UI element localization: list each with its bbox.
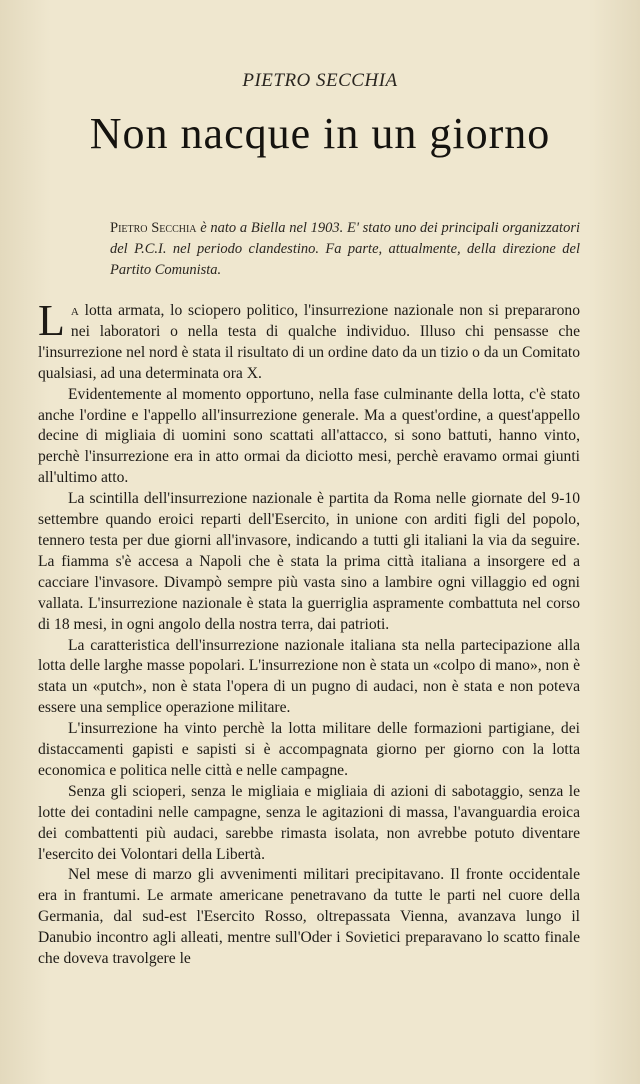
intro-author-name: Pietro Secchia: [110, 220, 197, 236]
paragraph-5: L'insurrezione ha vinto perchè la lotta militare delle formazioni partigiane, dei distaccamenti gapisti e sapisti si è accompagnata giorno per giorno con la lotta economica e politica nelle città e nelle campagne.: [38, 720, 580, 779]
paragraph-2: Evidentemente al momento opportuno, nella fase culminante della lotta, c'è stato anche l'ordine e l'appello all'insurrezione generale. Ma a quest'ordine, a quest'appello decine di migliaia di uomini sono scattati all'attacco, si sono battuti, hanno vinto, perchè l'insurrezione era in atto ormai da diciotto mesi, perchè eravamo ormai giunti all'ultimo atto.: [38, 385, 580, 487]
author-intro: [110, 218, 580, 281]
paragraph-4: La caratteristica dell'insurrezione nazionale italiana sta nella partecipazione alla lotta delle larghe masse popolari. L'insurrezione non è stata un «colpo di mano», non è stata un «putch», non è stata l'opera di un pugno di audaci, non è stata e non poteva essere una semplice operazione militare.: [38, 636, 580, 717]
article-body: [38, 296, 581, 970]
paragraph-7: Nel mese di marzo gli avvenimenti militari precipitavano. Il fronte occidentale era in frantumi. Le armate americane penetravano da tutte le parti nel cuore della Germania, dal sud-est l'Esercito Rosso, oltrepassata Vienna, avanzava lungo il Danubio incontro agli alleati, mentre sull'Oder i Sovietici preparavano lo scatto finale che doveva travolgere le: [38, 866, 580, 968]
paragraph-3: La scintilla dell'insurrezione nazionale è partita da Roma nelle giornate del 9-10 settembre quando eroici reparti dell'Esercito, in unione con arditi figli del popolo, tennero testa per due giorni all'invasore, indicando a tutti gli italiani la via da seguire. La fiamma s'è accesa a Napoli che è stata la prima città italiana a insorgere ed a cacciare l'invasore. Divampò sempre più vasta sino a lambire ogni villaggio ed ogni vallata. L'insurrezione nazionale è stata la guerriglia aspramente combattuta nel corso di 18 mesi, in ogni angolo della nostra terra, dai patrioti.: [38, 490, 580, 633]
author-heading: PIETRO SECCHIA: [242, 70, 398, 91]
article-title: Non nacque in un giorno: [89, 109, 551, 158]
drop-cap: L: [38, 296, 65, 345]
first-word-rest: a: [70, 302, 79, 319]
paragraph-1: [38, 296, 581, 385]
intro-text: è nato a Biella nel 1903. E' stato uno dei principali organizzatori del P.C.I. nel periodo clandestino. Fa parte, attualmente, della direzione del Partito Comunista.: [110, 220, 580, 278]
paragraph-1-text: lotta armata, lo sciopero politico, l'insurrezione nazionale non si prepararono nei laboratori o nella testa di qualche individuo. Illuso chi pensasse che l'insurrezione nel nord è stata il risultato di un ordine dato da un tizio o da un Comitato qualsiasi, ad una determinata ora X.: [38, 302, 581, 382]
paragraph-6: Senza gli scioperi, senza le migliaia e migliaia di azioni di sabotaggio, senza le lotte dei contadini nelle campagne, senza le agitazioni di massa, l'avanguardia eroica dei combattenti più audaci, sarebbe rimasta isolata, non avrebbe potuto diventare l'esercito dei Volontari della Libertà.: [38, 782, 580, 863]
